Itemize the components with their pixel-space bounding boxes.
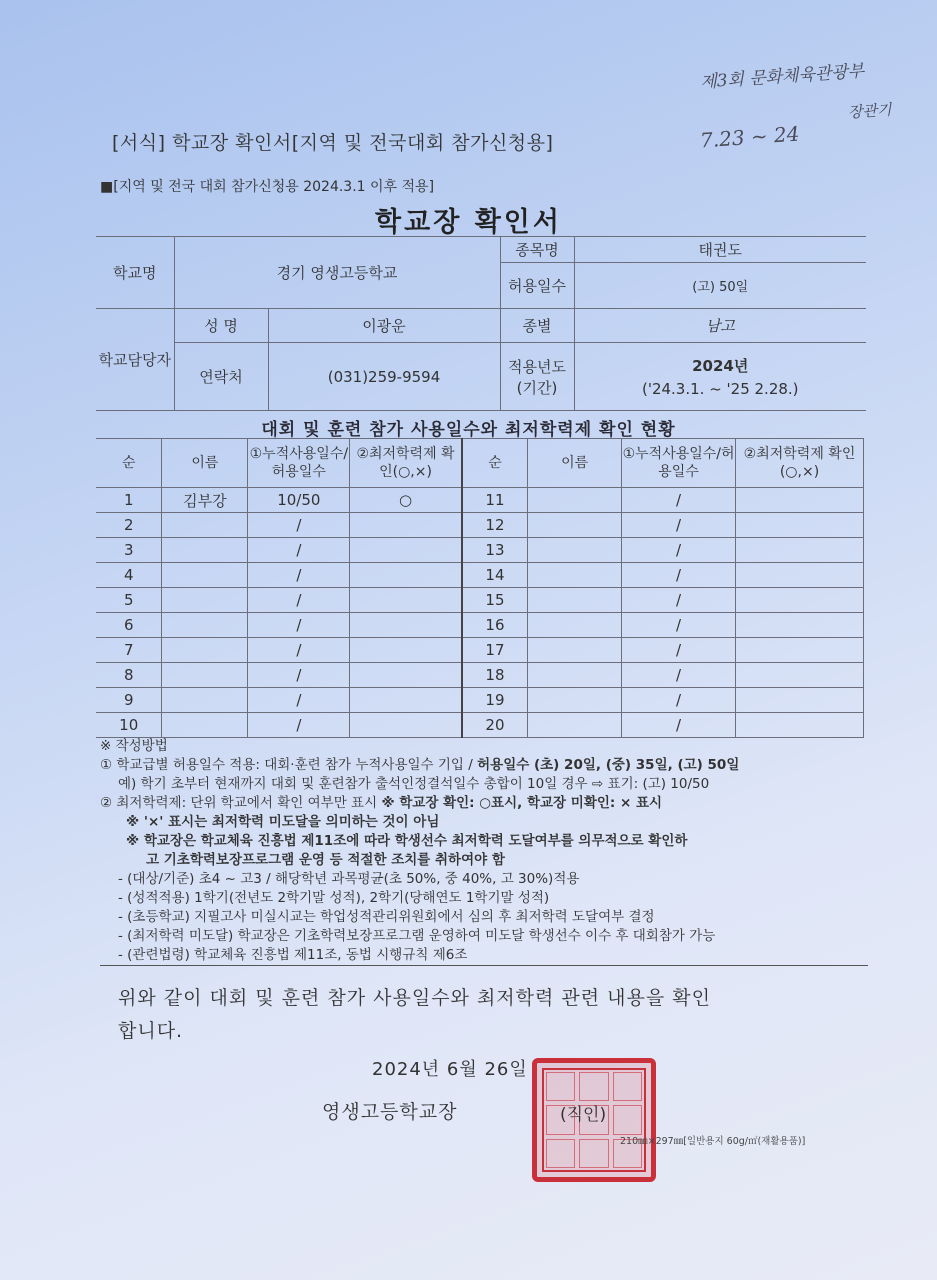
status-row	[96, 713, 864, 738]
cell-days: /	[248, 563, 350, 588]
cell-name	[528, 663, 622, 688]
detail-2: - (성적적용) 1학기(전년도 2학기말 성적), 2학기(당해연도 1학기말 성적)	[118, 890, 550, 906]
note-1b: 허용일수 (초) 20일, (중) 35일, (고) 50일	[477, 757, 740, 773]
cell-check	[736, 513, 864, 538]
name-value: 이광운	[268, 309, 500, 343]
name-label: 성 명	[174, 309, 268, 343]
note-4b: 고 기초학력보장프로그램 운영 등 적절한 조치를 취하여야 함	[146, 852, 505, 868]
cell-name	[528, 538, 622, 563]
school-value: 경기 영생고등학교	[174, 237, 500, 309]
cell-no: 20	[462, 713, 528, 738]
cell-no: 10	[96, 713, 162, 738]
status-row	[96, 638, 864, 663]
cell-no: 11	[462, 488, 528, 513]
cell-no: 7	[96, 638, 162, 663]
page-title: 학교장 확인서	[375, 207, 562, 238]
col-check: ②최저학력제 확인(○,×)	[350, 439, 462, 488]
cell-no: 6	[96, 613, 162, 638]
cell-name	[162, 588, 248, 613]
cell-no: 17	[462, 638, 528, 663]
cell-check	[736, 638, 864, 663]
cell-days: /	[622, 688, 736, 713]
cell-days: /	[622, 588, 736, 613]
cell-no: 12	[462, 513, 528, 538]
sport-label: 종목명	[500, 237, 574, 263]
col-no: 순	[96, 439, 162, 488]
manager-label: 학교담당자	[96, 309, 174, 411]
cell-check: ○	[350, 488, 462, 513]
form-title: [서식] 학교장 확인서[지역 및 전국대회 참가신청용]	[112, 132, 554, 154]
cell-check	[350, 613, 462, 638]
cell-name	[528, 713, 622, 738]
col-check: ②최저학력제 확인(○,×)	[736, 439, 864, 488]
note-2a: ② 최저학력제: 단위 학교에서 확인 여부만 표시	[100, 795, 382, 811]
school-info-table	[96, 236, 866, 411]
detail-5: - (관련법령) 학교체육 진흥법 제11조, 동법 시행규칙 제6조	[100, 946, 868, 966]
cell-no: 15	[462, 588, 528, 613]
instructions	[100, 737, 870, 966]
cell-days: /	[622, 488, 736, 513]
cell-check	[350, 663, 462, 688]
status-header-row	[96, 439, 864, 488]
cell-days: /	[622, 613, 736, 638]
cell-name	[162, 513, 248, 538]
cell-days: /	[622, 713, 736, 738]
cell-days: /	[622, 638, 736, 663]
cell-name	[162, 613, 248, 638]
cell-days: /	[248, 688, 350, 713]
cell-check	[736, 688, 864, 713]
cell-name	[162, 663, 248, 688]
cell-no: 5	[96, 588, 162, 613]
handwritten-date-note: 7.23 ~ 24	[699, 121, 801, 153]
cell-no: 9	[96, 688, 162, 713]
cell-days: /	[248, 638, 350, 663]
confirm-line-2: 합니다.	[118, 1020, 184, 1042]
cell-no: 16	[462, 613, 528, 638]
cell-no: 1	[96, 488, 162, 513]
confirm-statement	[118, 982, 858, 1048]
detail-4: - (최저학력 미도달) 학교장은 기초학력보장프로그램 운영하여 미도달 학생선수 이수 후 대회참가 가능	[118, 928, 716, 944]
status-row	[96, 588, 864, 613]
cell-days: /	[248, 663, 350, 688]
cell-name	[528, 488, 622, 513]
cell-no: 19	[462, 688, 528, 713]
handwritten-award-note: 장관기	[847, 100, 893, 122]
cell-no: 3	[96, 538, 162, 563]
cell-days: /	[248, 513, 350, 538]
cell-days: /	[622, 663, 736, 688]
cell-check	[350, 713, 462, 738]
issue-date: 2024년 6월 26일	[372, 1059, 528, 1080]
cell-name	[528, 588, 622, 613]
note-1c: 예) 학기 초부터 현재까지 대회 및 훈련참가 출석인정결석일수 총합이 10일 경우 ⇨ 표기: (고) 10/50	[118, 776, 710, 792]
col-name: 이름	[162, 439, 248, 488]
cell-check	[736, 613, 864, 638]
cell-name	[162, 638, 248, 663]
cell-no: 8	[96, 663, 162, 688]
status-row	[96, 488, 864, 513]
note-4a: ※ 학교장은 학교체육 진흥법 제11조에 따라 학생선수 최저학력 도달여부를 의무적으로 확인하	[126, 833, 688, 849]
allowed-days-value: (고) 50일	[574, 263, 866, 309]
cell-check	[350, 513, 462, 538]
year-label: 적용년도(기간)	[500, 343, 574, 411]
cell-check	[350, 688, 462, 713]
detail-1: - (대상/기준) 초4 ~ 고3 / 해당학년 과목평균(초 50%, 중 40%, 고 30%)적용	[118, 871, 580, 887]
status-title: 대회 및 훈련 참가 사용일수와 최저학력제 확인 현황	[261, 420, 676, 440]
col-days: ①누적사용일수/허용일수	[248, 439, 350, 488]
allowed-days-label: 허용일수	[500, 263, 574, 309]
cell-name	[528, 688, 622, 713]
year-cell	[574, 343, 866, 411]
note-2b: ※ 학교장 확인: ○표시, 학교장 미확인: × 표시	[381, 795, 663, 811]
status-row	[96, 513, 864, 538]
col-days: ①누적사용일수/허용일수	[622, 439, 736, 488]
cell-name	[528, 513, 622, 538]
cell-check	[350, 588, 462, 613]
col-no: 순	[462, 439, 528, 488]
cell-days: /	[622, 538, 736, 563]
year-value: 2024년	[692, 357, 749, 375]
cell-days: /	[248, 538, 350, 563]
cell-check	[350, 563, 462, 588]
cell-no: 18	[462, 663, 528, 688]
contact-label: 연락처	[174, 343, 268, 411]
cell-check	[736, 563, 864, 588]
cell-check	[736, 488, 864, 513]
status-row	[96, 613, 864, 638]
cell-name	[162, 713, 248, 738]
sport-value: 태권도	[574, 237, 866, 263]
principal-name: 영생고등학교장	[322, 1101, 458, 1123]
cell-no: 13	[462, 538, 528, 563]
cell-days: /	[248, 613, 350, 638]
cell-days: 10/50	[248, 488, 350, 513]
contact-value: (031)259-9594	[268, 343, 500, 411]
cell-days: /	[248, 588, 350, 613]
confirm-line-1: 위와 같이 대회 및 훈련 참가 사용일수와 최저학력 관련 내용을 확인	[118, 987, 711, 1009]
paper-spec: 210㎜×297㎜[일반용지 60g/㎡(재활용품)]	[620, 1136, 806, 1147]
status-row	[96, 688, 864, 713]
cell-name	[528, 638, 622, 663]
note-3: ※ '×' 표시는 최저학력 미도달을 의미하는 것이 아님	[126, 814, 440, 830]
status-row	[96, 538, 864, 563]
cell-name	[528, 563, 622, 588]
cell-check	[350, 538, 462, 563]
cell-name	[162, 538, 248, 563]
handwritten-event-note: 제3회 문화체육관광부	[699, 61, 865, 93]
cell-no: 4	[96, 563, 162, 588]
notes-heading: ※ 작성방법	[100, 738, 168, 754]
cell-no: 2	[96, 513, 162, 538]
period-value: ('24.3.1. ~ '25 2.28.)	[641, 380, 799, 398]
status-row	[96, 563, 864, 588]
cell-check	[736, 713, 864, 738]
cell-name	[528, 613, 622, 638]
note-1a: ① 학교급별 허용일수 적용: 대회·훈련 참가 누적사용일수 기입 /	[100, 757, 478, 773]
school-label: 학교명	[96, 237, 174, 309]
cell-check	[736, 588, 864, 613]
col-name: 이름	[528, 439, 622, 488]
detail-3: - (초등학교) 지필고사 미실시교는 학업성적관리위원회에서 심의 후 최저학력 도달여부 결정	[118, 909, 655, 925]
cell-days: /	[622, 513, 736, 538]
gender-label: 종별	[500, 309, 574, 343]
status-table	[96, 438, 864, 738]
seal-mark: (직인)	[560, 1105, 607, 1125]
cell-name	[162, 563, 248, 588]
cell-no: 14	[462, 563, 528, 588]
cell-days: /	[248, 713, 350, 738]
status-row	[96, 663, 864, 688]
cell-days: /	[622, 563, 736, 588]
cell-check	[350, 638, 462, 663]
applies-note: ■[지역 및 전국 대회 참가신청용 2024.3.1 이후 적용]	[100, 179, 435, 195]
cell-check	[736, 663, 864, 688]
cell-name: 김부강	[162, 488, 248, 513]
cell-name	[162, 688, 248, 713]
cell-check	[736, 538, 864, 563]
gender-value: 남고	[574, 309, 866, 343]
